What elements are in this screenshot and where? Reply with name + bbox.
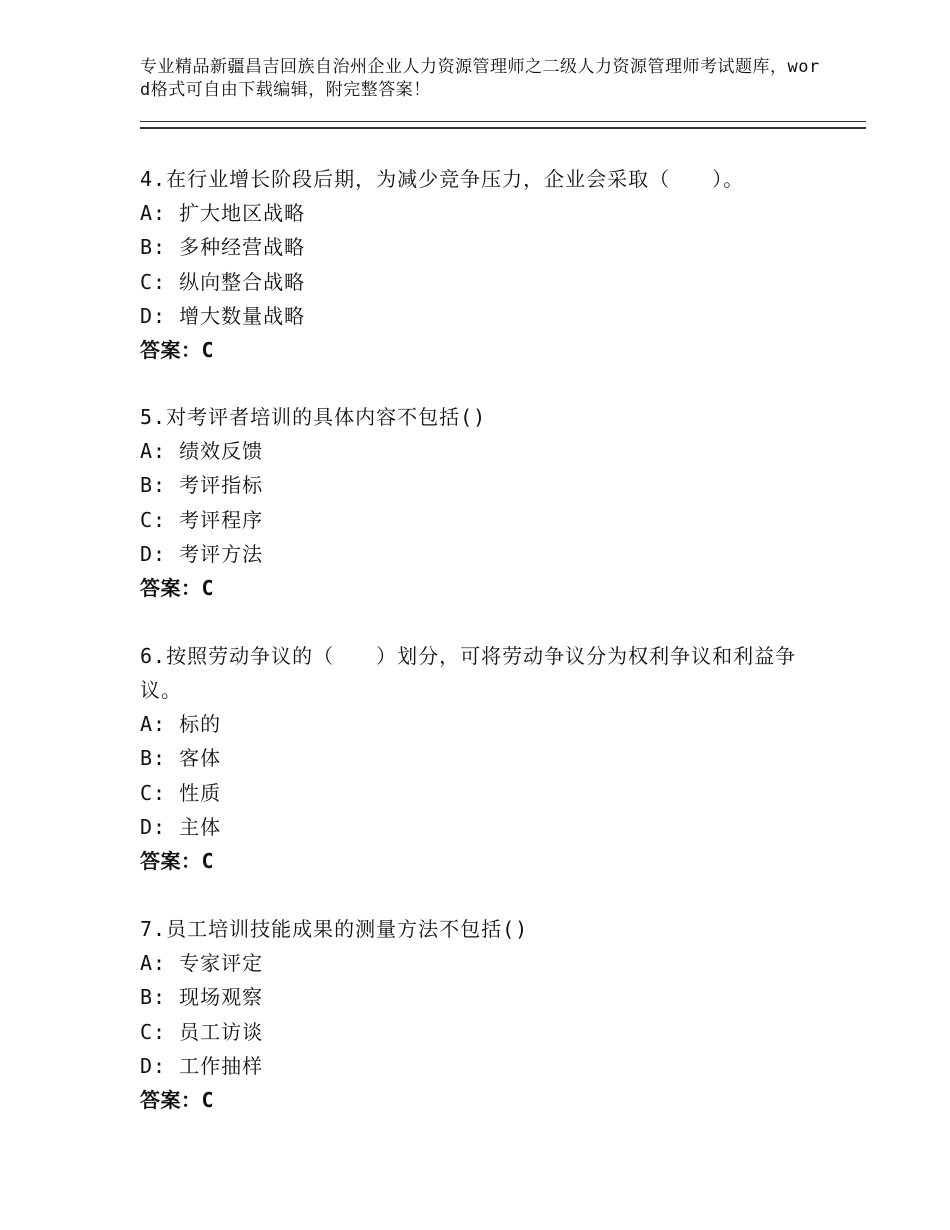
option-d: D: 主体 bbox=[140, 814, 222, 839]
question-block bbox=[140, 639, 820, 878]
option-c: C: 考评程序 bbox=[140, 507, 264, 532]
option-b: B: 现场观察 bbox=[140, 985, 264, 1010]
question-block bbox=[140, 912, 820, 1117]
answer-label: 答案：C bbox=[140, 576, 215, 601]
option-b: B: 多种经营战略 bbox=[140, 235, 306, 260]
answer-label: 答案：C bbox=[140, 338, 215, 363]
answer-label: 答案：C bbox=[140, 849, 215, 874]
question-block bbox=[140, 162, 820, 367]
option-d: D: 增大数量战略 bbox=[140, 303, 306, 328]
answer-label: 答案：C bbox=[140, 1088, 215, 1113]
document-header-title: 专业精品新疆昌吉回族自治州企业人力资源管理师之二级人力资源管理师考试题库，word格式可自由下载编辑，附完整答案！ bbox=[140, 57, 820, 100]
question-block bbox=[140, 400, 820, 605]
option-a: A: 专家评定 bbox=[140, 951, 264, 975]
question-stem: 5.对考评者培训的具体内容不包括() bbox=[140, 405, 487, 429]
option-a: A: 标的 bbox=[140, 712, 222, 736]
option-c: C: 性质 bbox=[140, 780, 222, 805]
option-a: A: 扩大地区战略 bbox=[140, 201, 306, 225]
header-divider bbox=[140, 121, 866, 129]
option-c: C: 纵向整合战略 bbox=[140, 269, 306, 294]
question-stem: 4.在行业增长阶段后期，为减少竞争压力，企业会采取（ ）。 bbox=[140, 167, 745, 191]
option-b: B: 考评指标 bbox=[140, 473, 264, 498]
option-c: C: 员工访谈 bbox=[140, 1019, 264, 1044]
option-a: A: 绩效反馈 bbox=[140, 439, 264, 463]
option-d: D: 考评方法 bbox=[140, 541, 264, 566]
question-stem: 6.按照劳动争议的（ ）划分，可将劳动争议分为权利争议和利益争议。 bbox=[140, 644, 797, 702]
option-b: B: 客体 bbox=[140, 746, 222, 771]
option-d: D: 工作抽样 bbox=[140, 1053, 264, 1078]
question-stem: 7.员工培训技能成果的测量方法不包括() bbox=[140, 917, 529, 941]
